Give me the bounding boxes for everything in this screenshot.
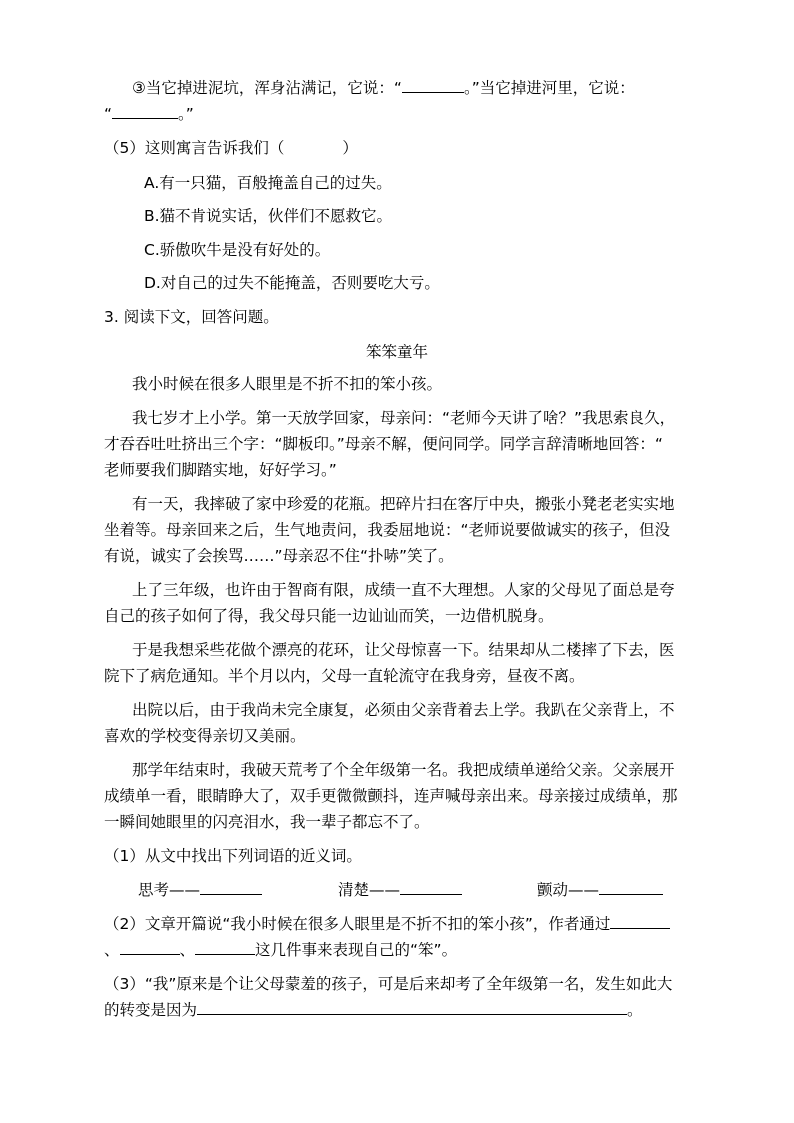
answer-blank[interactable] (197, 1000, 627, 1015)
option-c: C.骄傲吹牛是没有好处的。 (144, 241, 331, 259)
item3-text-b: 。”当它掉进河里，它说： (463, 79, 635, 97)
synonym-3: 颤动—— (537, 880, 663, 900)
para-2-line1: 我七岁才上小学。第一天放学回家，母亲问：“老师今天讲了啥？”我思索良久， (132, 409, 676, 427)
para-7-line3: 一瞬间她眼里的闪亮泪水，我一辈子都忘不了。 (104, 813, 430, 831)
q5-stem: （5）这则寓言告诉我们（ ） (104, 139, 358, 157)
para-6-line2: 喜欢的学校变得亲切又美丽。 (104, 727, 306, 745)
para-3-line2: 坐着等。母亲回来之后，生气地责问，我委屈地说：“老师说要做诚实的孩子，但没 (104, 521, 671, 539)
option-d: D.对自己的过失不能掩盖，否则要吃大亏。 (144, 274, 440, 292)
para-7-line2: 成绩单一看，眼睛睁大了，双手更微微颤抖，连声喊母亲出来。母亲接过成绩单，那 (104, 787, 678, 805)
answer-blank[interactable] (610, 914, 670, 929)
para-5-line2: 院下了病危通知。半个月以内，父母一直轮流守在我身旁，昼夜不离。 (104, 667, 585, 685)
sub-question-2-line1: （2）文章开篇说“我小时候在很多人眼里是不折不扣的笨小孩”，作者通过 (104, 914, 670, 934)
answer-blank[interactable] (599, 880, 663, 895)
item3-text-c: “ (104, 105, 113, 123)
sub-question-3-line2: 的转变是因为 。 (104, 1001, 643, 1019)
sub-question-2-line2: 、 、 这几件事来表现自己的“笨”。 (104, 941, 458, 959)
para-7-line1: 那学年结束时，我破天荒考了个全年级第一名。我把成绩单递给父亲。父亲展开 (132, 761, 675, 779)
item3-line1 (132, 78, 635, 98)
sub-question-3-line1: （3）“我”原来是个让父母蒙羞的孩子，可是后来却考了全年级第一名，发生如此大 (104, 975, 673, 993)
answer-blank[interactable] (400, 880, 462, 895)
synonym-1: 思考—— (138, 880, 262, 900)
item3-text-a: ③当它掉进泥坑，浑身沾满记，它说：“ (132, 79, 402, 97)
para-5-line1: 于是我想采些花做个漂亮的花环，让父母惊喜一下。结果却从二楼摔了下去，医 (132, 641, 675, 659)
q3-stem: 3. 阅读下文，回答问题。 (104, 308, 279, 326)
answer-blank[interactable] (200, 880, 262, 895)
answer-blank[interactable] (112, 104, 178, 119)
para-6-line1: 出院以后，由于我尚未完全康复，必须由父亲背着去上学。我趴在父亲背上，不 (132, 701, 675, 719)
synonym-2: 清楚—— (338, 880, 462, 900)
para-4-line1: 上了三年级，也许由于智商有限，成绩一直不大理想。人家的父母见了面总是夸 (132, 581, 675, 599)
para-3-line3: 有说，诚实了会挨骂……”母亲忍不住“扑哧”笑了。 (104, 547, 454, 565)
para-2-line3: 老师要我们脚踏实地，好好学习。” (104, 461, 337, 479)
para-2-line2: 才吞吞吐吐挤出三个字：“脚板印。”母亲不解，便问同学。同学言辞清晰地回答：“ (104, 435, 663, 453)
para-4-line2: 自己的孩子如何了得，我父母只能一边讪讪而笑，一边借机脱身。 (104, 607, 554, 625)
answer-blank[interactable] (120, 940, 180, 955)
answer-blank[interactable] (195, 940, 255, 955)
passage-title: 笨笨童年 (365, 343, 428, 361)
answer-blank[interactable] (402, 78, 464, 93)
item3-line2 (104, 104, 194, 124)
option-a: A.有一只猫，百般掩盖自己的过失。 (144, 174, 392, 192)
para-3-line1: 有一天，我摔破了家中珍爱的花瓶。把碎片扫在客厅中央，搬张小凳老老实实地 (132, 495, 675, 513)
para-1: 我小时候在很多人眼里是不折不扣的笨小孩。 (132, 375, 443, 393)
item3-text-d: 。” (178, 105, 194, 123)
option-b: B.猫不肯说实话，伙伴们不愿救它。 (144, 207, 393, 225)
sub-question-1: （1）从文中找出下列词语的近义词。 (104, 847, 362, 865)
